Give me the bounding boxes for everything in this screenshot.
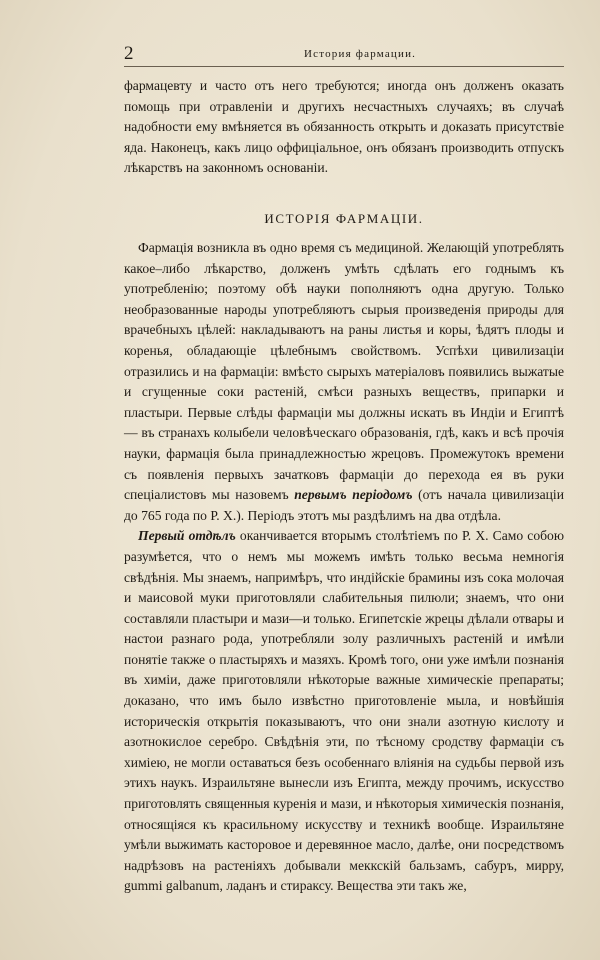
- running-head: [124, 44, 564, 64]
- paragraph-1-end: (отъ начала цивилизаціи до 765 года по Р. Х.). Періодъ этотъ мы раздѣлимъ на два отдѣла.: [124, 487, 564, 523]
- paragraph-2: [124, 526, 564, 897]
- intro-text-block: [124, 76, 564, 179]
- paragraph-2-emphasis: Первый отдѣлъ: [138, 528, 236, 544]
- paragraph-1-text: Фармація возникла въ одно время съ медициной. Желающій употреблять какое–либо лѣкарство, долженъ умѣть сдѣлать его годнымъ къ употребленію; поэтому обѣ науки пополняютъ одна другую. Только необразованные народы употребляютъ сырыя произведенія природы для врачебныхъ цѣлей: накладываютъ на раны листья и коры, ѣдятъ плоды и коренья, обладающіе цѣлебнымъ свойствомъ. Успѣхи цивилизаціи отразились и на фармаціи: вмѣсто сырыхъ матеріаловъ появились выжатые и сгущенные соки растеній, смѣси разныхъ веществъ, припарки и пластыри. Первые слѣды фармаціи мы должны искать въ Индіи и Египтѣ — въ странахъ колыбели человѣческаго образованія, гдѣ, какъ и всѣ прочія науки, фармація была принадлежностью жрецовъ. Промежутокъ времени съ появленія первыхъ зачатковъ фармаціи до перехода ея въ руки спеціалистовъ мы назовемъ: [124, 240, 564, 503]
- paragraph-1-emphasis: первымъ періодомъ: [294, 487, 413, 503]
- page-number: 2: [124, 43, 134, 64]
- paragraph-2-text: оканчивается вторымъ столѣтіемъ по Р. Х. Само собою разумѣется, что о немъ мы можемъ имѣть только весьма немногія свѣдѣнія. Мы знаемъ, напримѣръ, что индійскіе брамины изъ сока молочая и маисовой муки приготовляли слабительныя пилюли; знаемъ, что они составляли пластыри и мази—и только. Египетскіе жрецы дѣлали отвары и настои разнаго рода, употребляли золу различныхъ растеній и имѣли понятіе также о пластыряхъ и мазяхъ. Кромѣ того, они уже имѣли познанія въ химіи, даже приготовляли нѣкоторые важные химическіе препараты; доказано, что имъ было извѣстно приготовленіе мыла, и новѣйшія историческія открытія показываютъ, что они знали азотную кислоту и азотнокислое серебро. Свѣдѣнія эти, по тѣсному сродству фармаціи съ химіею, не могли оставаться безъ особеннаго вліянія на судьбы первой изъ этихъ наукъ. Израильтяне вынесли изъ Египта, между прочимъ, искусство приготовлять священныя куренія и мази, и нѣкоторыя химическія познанія, относящіяся къ красильному искусству и техникѣ вообще. Израильтяне умѣли выжимать касторовое и деревянное масло, далѣе, они посредствомъ надрѣзовъ на растеніяхъ добывали меккскій бальзамъ, сабуръ, мирру, gummi galbanum, ладанъ и стираксу. Вещества эти такъ же,: [124, 528, 565, 894]
- main-text-block: [124, 238, 564, 897]
- header-rule: [124, 66, 564, 67]
- paragraph-1: [124, 238, 564, 526]
- running-title: История фармации.: [304, 48, 417, 60]
- intro-paragraph: фармацевту и часто отъ него требуются; иногда онъ долженъ оказать помощь при отравленіи и другихъ несчастныхъ случаяхъ; въ случаѣ надобности ему вмѣняется въ обязанность открыть и доказать присутствіе яда. Наконецъ, какъ лицо оффиціальное, онъ обязанъ производить отпускъ лѣкарствъ на законномъ основаніи.: [124, 78, 564, 176]
- section-title: ИСТОРІЯ ФАРМАЦІИ.: [264, 211, 424, 226]
